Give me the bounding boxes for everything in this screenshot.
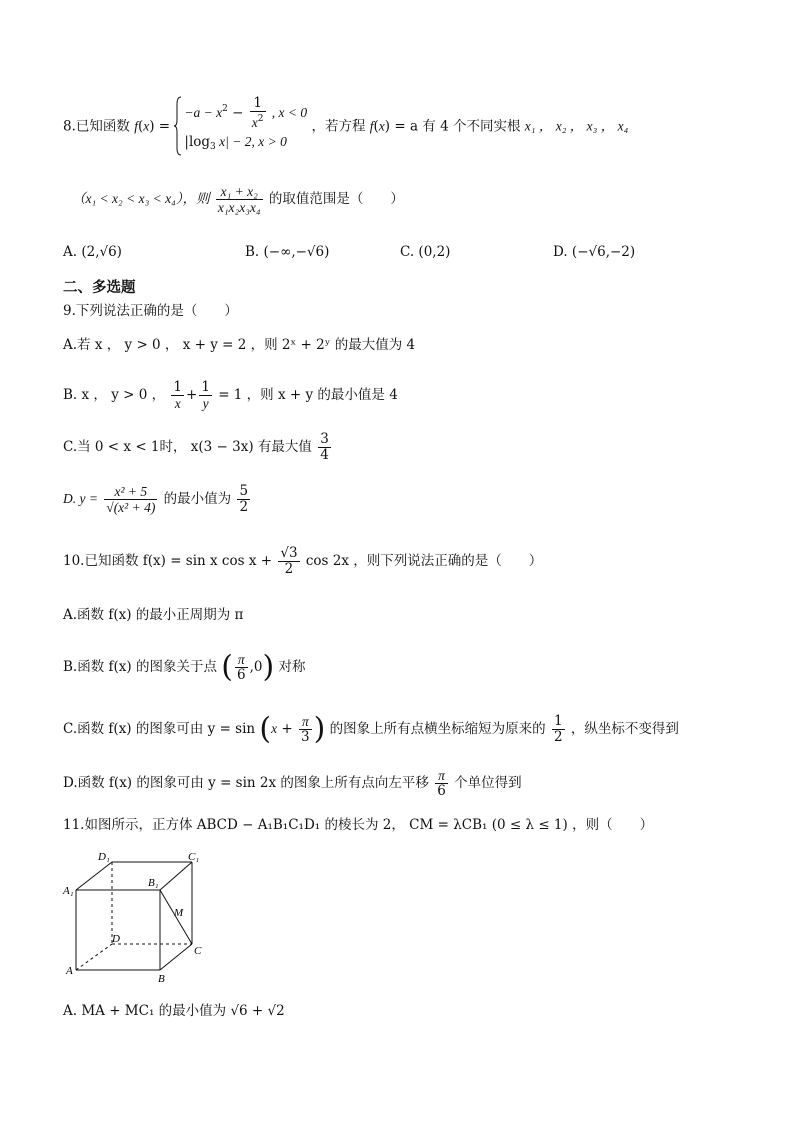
q8-choice-b[interactable]: B. (−∞,−√6): [245, 244, 330, 260]
q8-case2: $|\log_3$ x| − 2, x > 0: [184, 134, 287, 152]
label-c1: C₁: [188, 851, 200, 863]
q9-stem: 9.下列说法正确的是（ ）: [63, 303, 238, 319]
q8-line1: 8.已知函数 f(x) = $-a - x^2$ − $\frac{1}{x^2}$ , x < 0 $|\log_3$ x| − 2, x > 0 ，若方程 f(x) = a 有 4 个不同实根 x₁ ， x₂ ， x₃ ， x₄: [63, 96, 628, 158]
q8-lead: 8.已知函数: [63, 118, 130, 135]
q9-choice-a[interactable]: A.若 x ， y > 0 ， x + y = 2 ，则 2ˣ + 2ʸ 的最大值为 4: [63, 337, 416, 353]
q8-case1: $-a - x^2$ − $\frac{1}{x^2}$ , x < 0: [184, 95, 308, 130]
label-b1: B₁: [148, 877, 159, 889]
q10-choice-a[interactable]: A.函数 f(x) 的最小正周期为 π: [63, 607, 244, 623]
label-d1: D₁: [98, 851, 110, 863]
q8-choice-d[interactable]: D. (−√6,−2): [553, 244, 636, 260]
q10-choice-b[interactable]: B.函数 f(x) 的图象关于点 ( $\frac{\pi}{6}$ ,0) 对称: [63, 649, 306, 685]
label-a: A: [66, 965, 73, 977]
label-d: D: [112, 933, 120, 945]
q11-choice-a[interactable]: A. MA + MC₁ 的最小值为 √6 + √2: [63, 1003, 285, 1019]
q10-choice-c[interactable]: C.函数 f(x) 的图象可由 y = sin (x + $\frac{\pi}{3}$ ) 的图象上所有点横坐标缩短为原来的 $\frac{1}{2}$ ，纵坐标不变得到: [63, 711, 679, 747]
q8-piecewise: [174, 96, 307, 158]
q11-stem: 11.如图所示，正方体 ABCD − A₁B₁C₁D₁ 的棱长为 2， CM = λCB₁ (0 ≤ λ ≤ 1) ，则（ ）: [63, 817, 654, 833]
label-c: C: [194, 945, 202, 957]
label-b: B: [158, 973, 165, 985]
q9-choice-b[interactable]: B. x ， y > 0 ， $\frac{1}{x}$ + $\frac{1}{y}$ = 1 ，则 x + y 的最小值是 4: [63, 379, 398, 411]
q9-choice-d[interactable]: D. y = $\frac{\text{x² + 5}}{\text{√(x² + 4)}}$ 的最小值为 $\frac{5}{2}$: [63, 483, 249, 515]
section-title: 二、多选题: [63, 280, 136, 296]
cube-figure: [60, 848, 210, 988]
label-a1: A₁: [63, 885, 74, 897]
q10-choice-d[interactable]: D.函数 f(x) 的图象可由 y = sin 2x 的图象上所有点向左平移 $\frac{\pi}{6}$ 个单位得到: [63, 768, 522, 799]
q8-choice-c[interactable]: C. (0,2): [400, 244, 451, 260]
q8-choice-a[interactable]: A. (2,√6): [63, 244, 122, 260]
q8-line2: （x₁ < x₂ < x₃ < x₄），则 $\frac{\text{x₁ + x₂}}{\text{x₁x₂x₃x₄}}$ 的取值范围是（ ）: [72, 184, 404, 215]
label-m: M: [174, 907, 184, 919]
q9-choice-c[interactable]: C.当 0 < x < 1时， x(3 − 3x) 有最大值 $\frac{3}{4}$: [63, 431, 329, 463]
q10-stem: 10.已知函数 f(x) = sin x cos x + $\frac{√3}{2}$ cos 2x ，则下列说法正确的是（ ）: [63, 545, 543, 577]
